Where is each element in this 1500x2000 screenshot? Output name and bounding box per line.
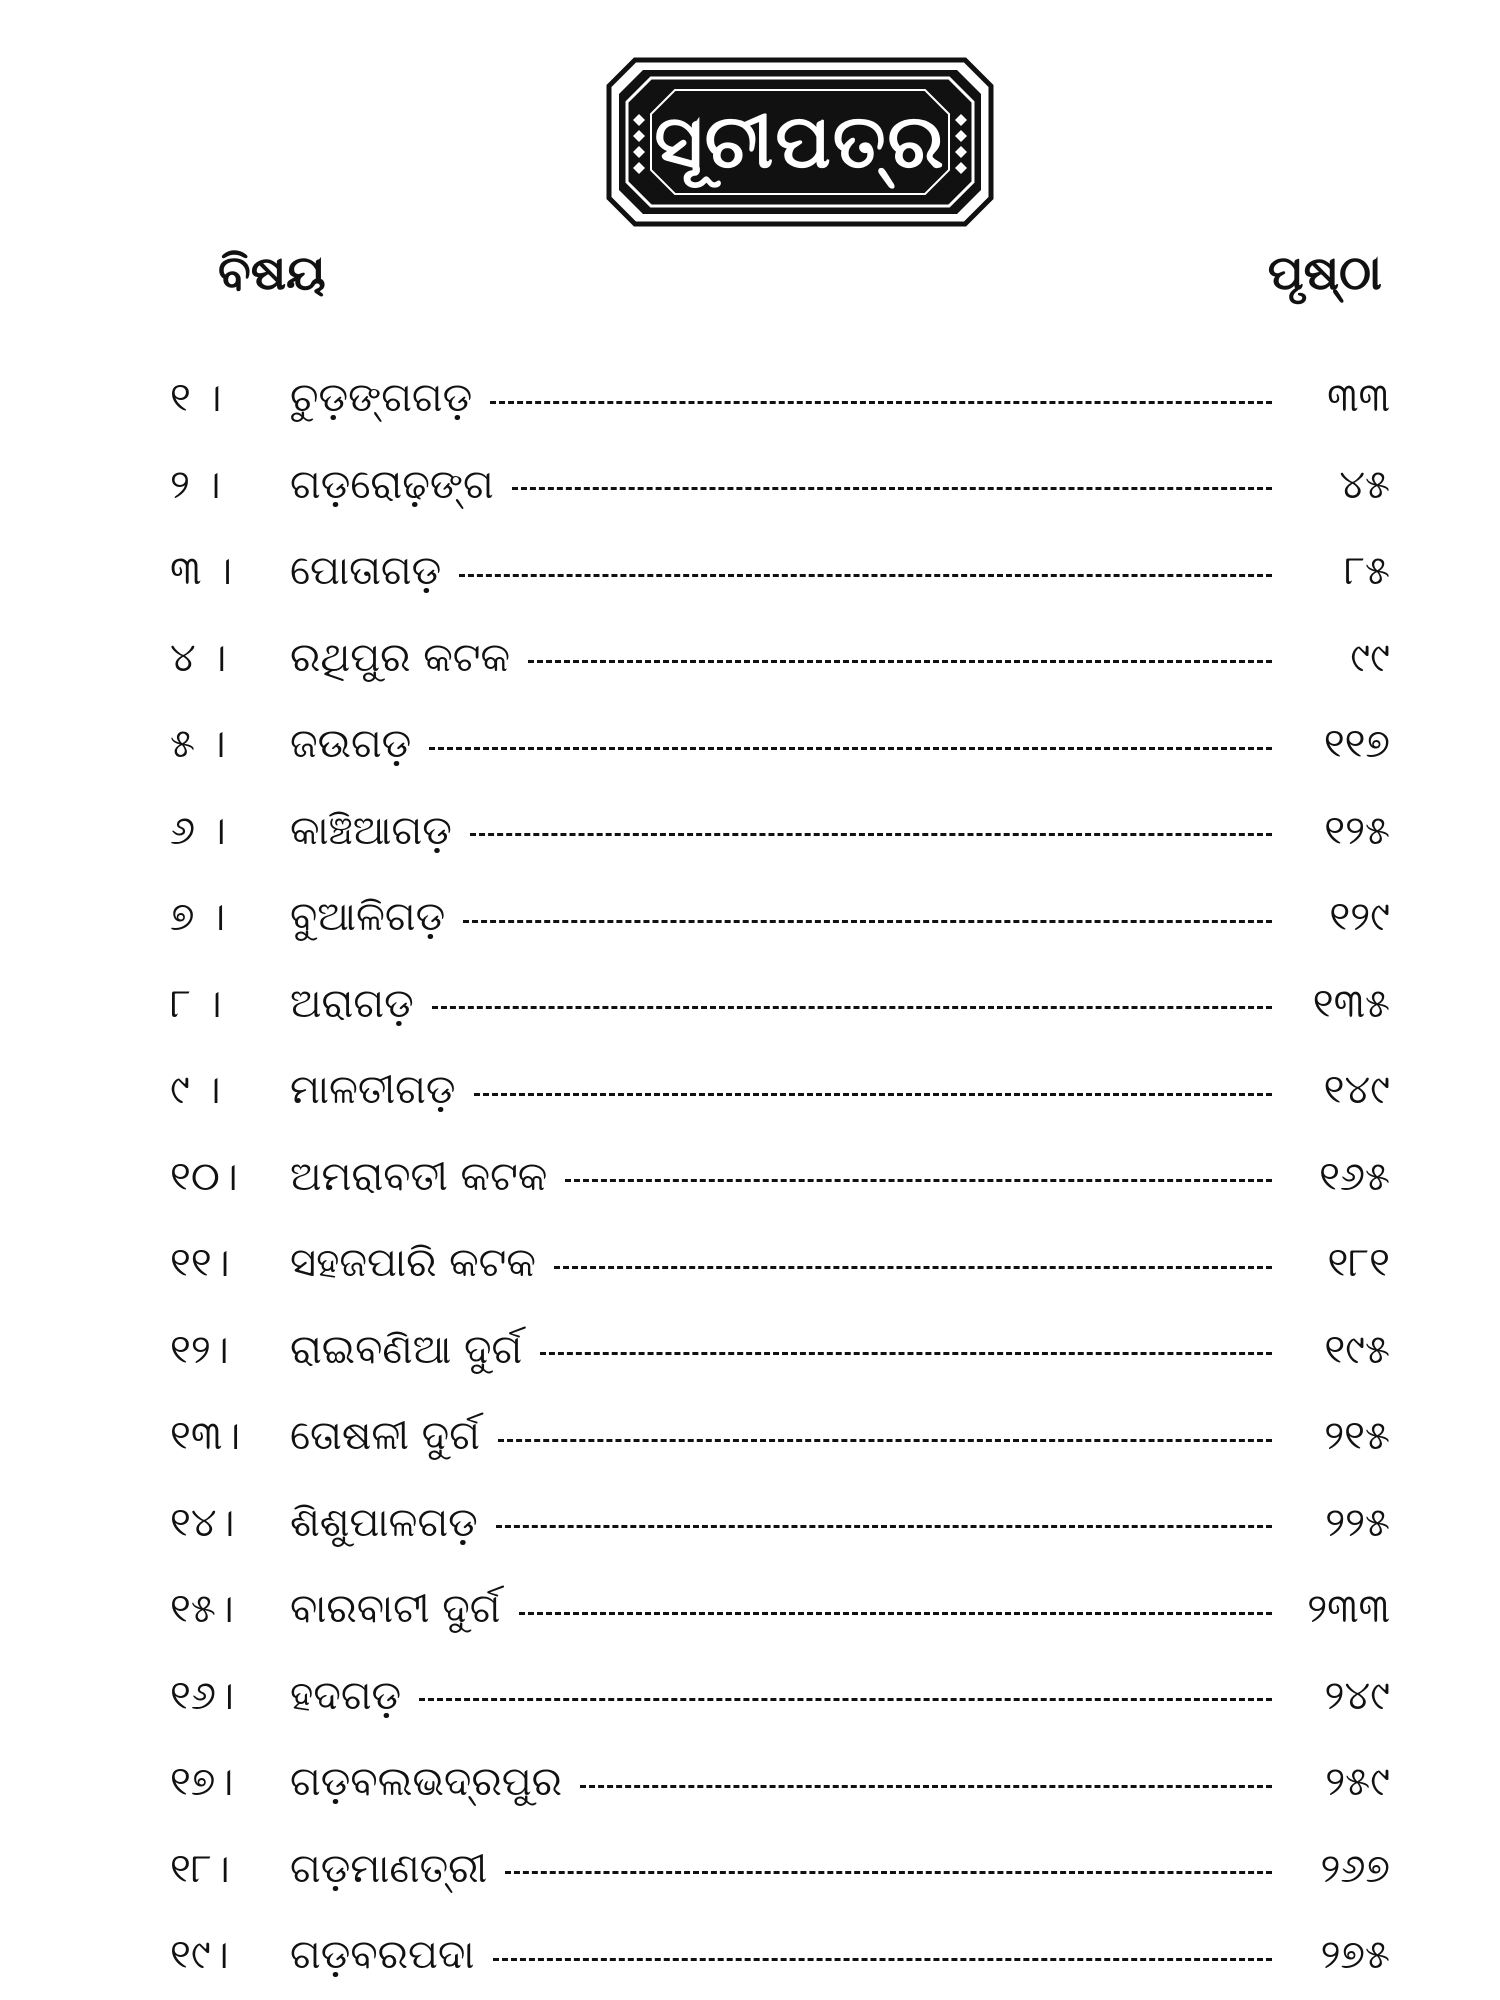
entry-number: ୧୪। [170, 1499, 235, 1546]
entry-page: ୧୨୯ [1329, 894, 1390, 941]
entry-number: ୧୩। [170, 1413, 241, 1460]
entry-number: ୮ । [170, 980, 222, 1027]
dotted-leader [493, 1958, 1272, 1961]
dotted-leader [498, 1439, 1272, 1442]
entry-number: ୧୬। [170, 1672, 234, 1719]
entry-page: ୧୨୫ [1324, 807, 1390, 854]
entry-number: ୧୫। [170, 1586, 234, 1633]
entry-page: ୨୫୯ [1325, 1759, 1390, 1806]
entry-number: ୭ । [170, 894, 226, 941]
entry-topic: କାଞ୍ଚିଆଗଡ଼ [290, 807, 452, 854]
entry-page: ୧୧୭ [1323, 721, 1390, 768]
toc-entry [170, 701, 1390, 788]
entry-topic: ତୋଷଳୀ ଦୁର୍ଗ [290, 1413, 480, 1460]
toc-entry [170, 1047, 1390, 1134]
title-banner [605, 56, 995, 228]
entry-page: ୧୩୫ [1312, 980, 1390, 1027]
entry-page: ୨୪୯ [1324, 1672, 1390, 1719]
dotted-leader [565, 1179, 1272, 1182]
entry-page: ୨୬୭ [1320, 1845, 1390, 1892]
entry-number: ୫ । [170, 721, 226, 768]
entry-topic: ଚୁଡ଼ଙ୍ଗଗଡ଼ [290, 375, 473, 422]
entry-topic: ଶିଶୁପାଳଗଡ଼ [290, 1499, 478, 1546]
entry-page: ୩୩ [1327, 375, 1390, 422]
entry-topic: ଜଉଗଡ଼ [290, 721, 412, 768]
entry-page: ୨୭୫ [1320, 1932, 1390, 1979]
toc-entry [170, 1307, 1390, 1394]
toc-entry [170, 1653, 1390, 1740]
toc-entry [170, 1480, 1390, 1567]
entry-number: ୩ । [170, 548, 233, 595]
toc-entry [170, 1826, 1390, 1913]
entry-topic: ଗଡ଼ରୋଢ଼ଙ୍ଗ [290, 461, 494, 508]
entry-topic: ସହଜପାରି କଟକ [290, 1240, 536, 1287]
entry-page: ୧୪୯ [1323, 1067, 1390, 1114]
entry-topic: ହଦଗଡ଼ [290, 1672, 402, 1719]
entry-page: ୧୯୫ [1324, 1326, 1390, 1373]
dotted-leader [496, 1525, 1272, 1528]
dotted-leader [505, 1871, 1272, 1874]
toc-entry [170, 355, 1390, 442]
dotted-leader [490, 401, 1272, 404]
entry-topic: ଅରାଗଡ଼ [290, 980, 414, 1027]
dotted-leader [540, 1352, 1272, 1355]
entry-page: ୯୯ [1350, 634, 1390, 681]
dotted-leader [528, 660, 1272, 663]
dotted-leader [554, 1266, 1272, 1269]
dotted-leader [432, 1006, 1272, 1009]
entry-number: ୧୦। [170, 1153, 238, 1200]
entry-number: ୬ । [170, 807, 226, 854]
entry-number: ୧୭। [170, 1759, 234, 1806]
entry-number: ୪ । [170, 634, 227, 681]
toc-entry [170, 788, 1390, 875]
dotted-leader [512, 487, 1272, 490]
page-title: ସୂଚୀପତ୍ର [654, 98, 946, 185]
table-of-contents [170, 355, 1390, 1999]
entry-number: ୧୧। [170, 1240, 230, 1287]
entry-topic: ପୋତାଗଡ଼ [290, 548, 442, 595]
entry-number: ୧୨। [170, 1326, 229, 1373]
entry-page: ୮୫ [1344, 548, 1390, 595]
entry-number: ୨ । [170, 461, 221, 508]
dotted-leader [474, 1093, 1272, 1096]
entry-topic: ବୁଆଳିଗଡ଼ [290, 894, 446, 941]
toc-entry [170, 1134, 1390, 1221]
toc-entry [170, 615, 1390, 702]
entry-topic: ବାରବାଟୀ ଦୁର୍ଗ [290, 1586, 501, 1633]
entry-topic: ରଥିପୁର କଟକ [290, 634, 511, 681]
entry-page: ୨୨୫ [1325, 1499, 1390, 1546]
dotted-leader [459, 574, 1272, 577]
entry-page: ୨୧୫ [1324, 1413, 1390, 1460]
toc-entry [170, 961, 1390, 1048]
toc-entry [170, 1393, 1390, 1480]
dotted-leader [470, 833, 1272, 836]
entry-topic: ଗଡ଼ବରପଦା [290, 1932, 475, 1979]
entry-page: ୧୬୫ [1319, 1153, 1390, 1200]
entry-page: ୨୩୩ [1307, 1586, 1390, 1633]
topic-column-header: ବିଷୟ [218, 245, 326, 301]
entry-topic: ରାଇବଣିଆ ଦୁର୍ଗ [290, 1326, 523, 1373]
toc-entry [170, 1220, 1390, 1307]
entry-page: ୧୮୧ [1327, 1240, 1390, 1287]
entry-topic: ଗଡ଼ମାଣତ୍ରୀ [290, 1845, 488, 1892]
dotted-leader [580, 1785, 1272, 1788]
toc-entry [170, 1739, 1390, 1826]
page-column-header: ପୃଷ୍ଠା [1267, 245, 1382, 301]
toc-entry [170, 442, 1390, 529]
entry-number: ୧୯। [170, 1932, 229, 1979]
entry-topic: ଗଡ଼ବଲଭଦ୍ରପୁର [290, 1759, 562, 1806]
dotted-leader [429, 747, 1272, 750]
dotted-leader [519, 1612, 1272, 1615]
dotted-leader [419, 1698, 1272, 1701]
entry-number: ୧ । [170, 375, 222, 422]
toc-entry [170, 528, 1390, 615]
entry-topic: ମାଳତୀଗଡ଼ [290, 1067, 456, 1114]
entry-page: ୪୫ [1339, 461, 1390, 508]
toc-entry [170, 1912, 1390, 1999]
dotted-leader [463, 920, 1272, 923]
entry-topic: ଅମରାବତୀ କଟକ [290, 1153, 548, 1200]
toc-entry [170, 1566, 1390, 1653]
entry-number: ୯ । [170, 1067, 221, 1114]
entry-number: ୧୮। [170, 1845, 230, 1892]
toc-entry [170, 874, 1390, 961]
